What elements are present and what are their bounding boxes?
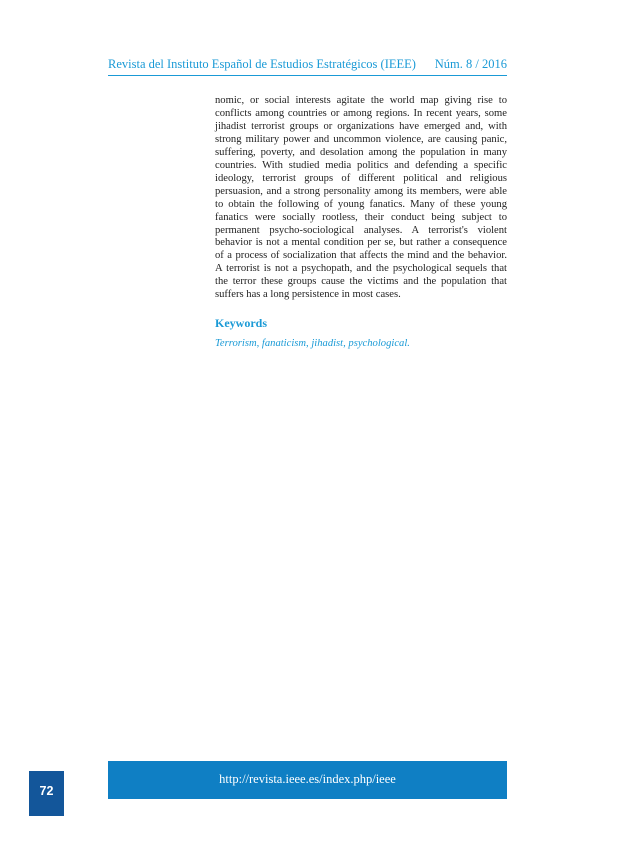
issue-number: Núm. 8 / 2016 [434, 57, 507, 71]
journal-title: Revista del Instituto Español de Estudios Estratégicos (IEEE) [108, 57, 416, 71]
abstract-paragraph: nomic, or social interests agitate the world map giving rise to conflicts among countries or among regions. In recent years, some jihadist terrorist groups or organizations have emerged and, with strong military power and uncommon violence, are causing panic, suffering, poverty, and desolation among the population in many countries. With studied media politics and defending a specific ideology, terrorist groups of different political and religious persuasion, and a strong personality among its members, were able to obtain the following of young fanatics. Many of these young fanatics were socially rootless, their conduct being subject to permanent psycho-sociological analyses. A terrorist's violent behavior is not a mental condition per se, but rather a consequence of a process of socialization that affects the mind and the behavior. A terrorist is not a psychopath, and the psychological sequels that the terror these groups cause the victims and the population that suffers has a long persistence in most cases. [215, 95, 507, 301]
keywords-list: Terrorism, fanaticism, jihadist, psychological. [215, 338, 410, 349]
page-number-box [29, 771, 64, 816]
page-number: 72 [39, 784, 54, 798]
running-header [108, 57, 507, 76]
journal-url-link[interactable]: http://revista.ieee.es/index.php/ieee [219, 772, 396, 786]
footer-bar [108, 761, 507, 799]
keywords-heading: Keywords [215, 316, 267, 330]
